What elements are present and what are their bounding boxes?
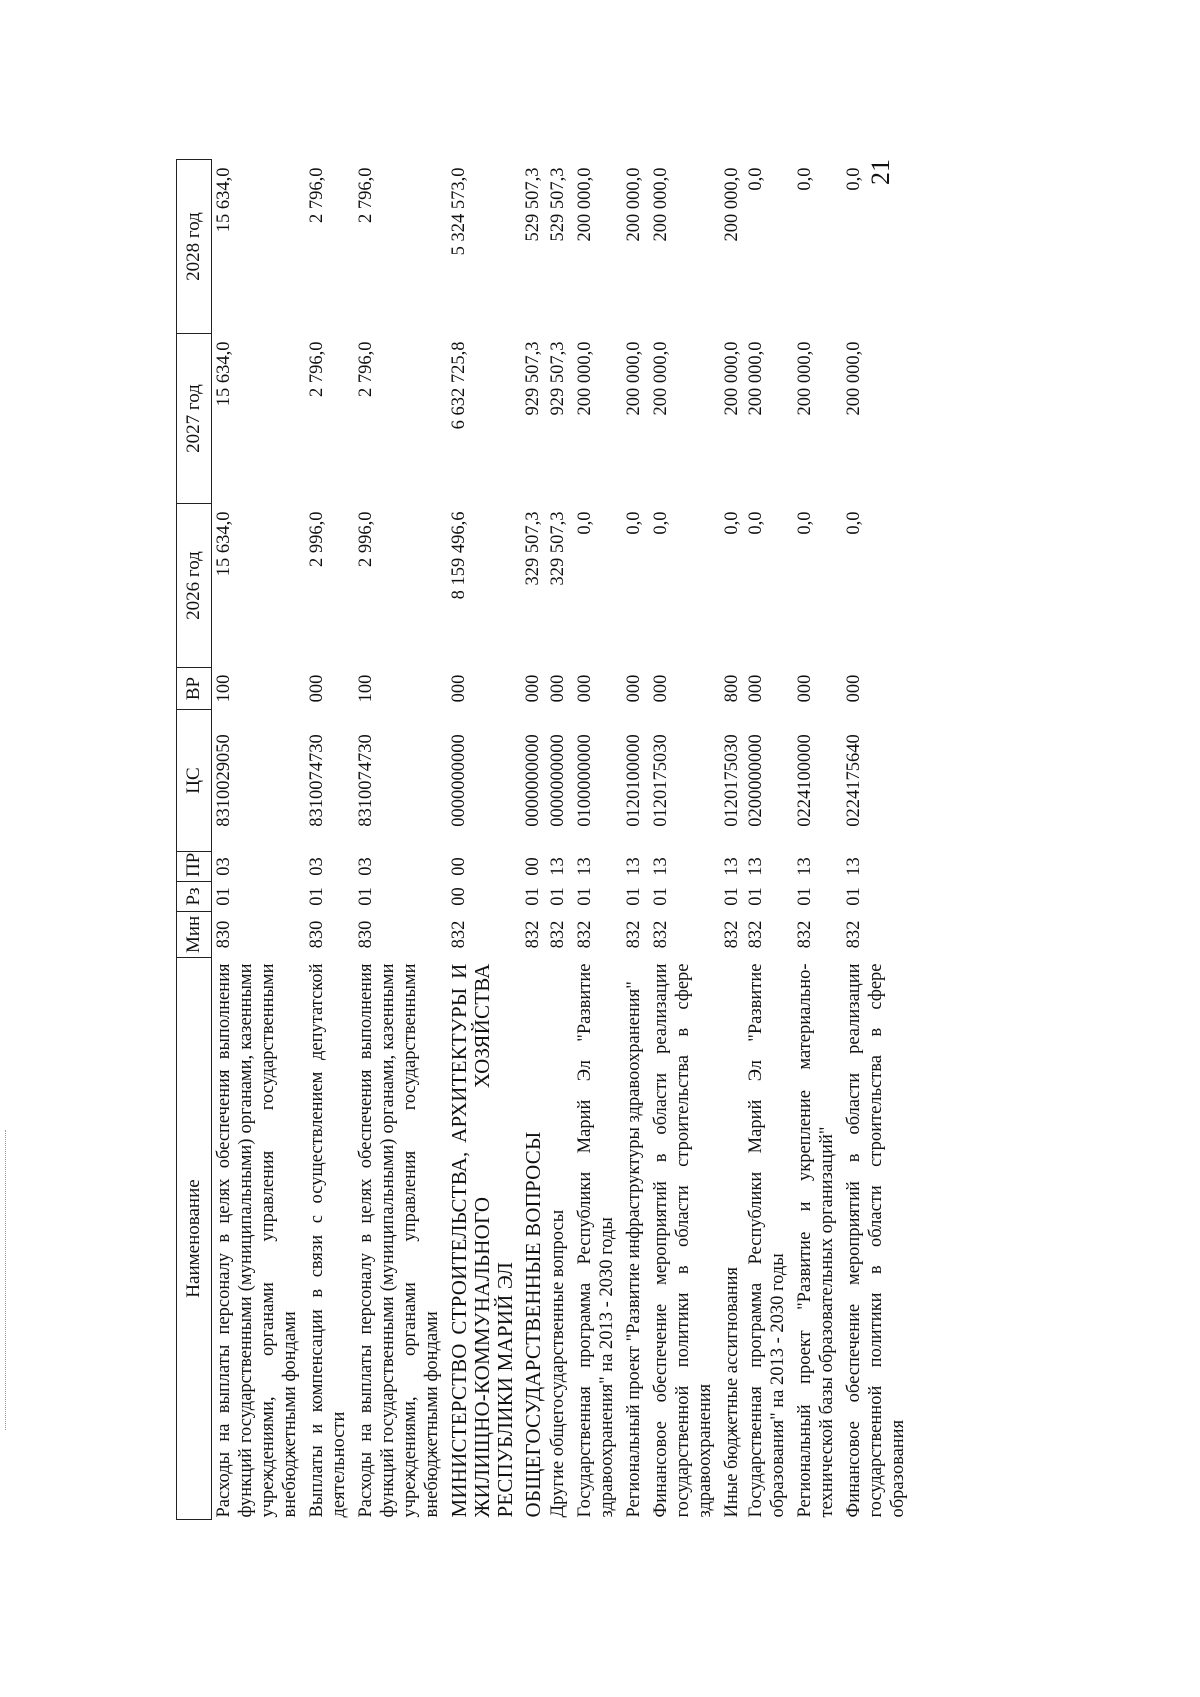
table-cell-pr: 13 (575, 857, 595, 876)
table-cell-vr: 000 (548, 674, 568, 703)
table-cell-rz: 01 (575, 887, 595, 906)
table-cell-2026: 0,0 (575, 511, 595, 535)
table-cell-min: 832 (651, 920, 671, 949)
table-cell-cs: 0200000000 (746, 734, 766, 827)
table-cell-rz: 01 (214, 887, 234, 906)
table-cell-2028: 2 796,0 (356, 167, 376, 223)
table-cell-vr: 000 (651, 674, 671, 703)
col-header-2026: 2026 год (177, 504, 212, 668)
table-cell-vr: 000 (307, 674, 327, 703)
table-cell-min: 832 (523, 920, 543, 949)
table-row (518, 160, 546, 1520)
table-cell-min: 830 (356, 920, 376, 949)
table-cell-min: 832 (575, 920, 595, 949)
table-cell-rz: 01 (746, 887, 766, 906)
table-cell-2028: 15 634,0 (214, 167, 234, 233)
table-cell-2026: 2 996,0 (356, 511, 376, 567)
table-cell-2027: 200 000,0 (844, 341, 864, 416)
table-cell-vr: 100 (356, 674, 376, 703)
scan-artifact-line (5, 1130, 6, 1430)
table-row (302, 160, 351, 1520)
table-cell-pr: 00 (449, 857, 469, 876)
table-cell-2028: 0,0 (746, 167, 766, 191)
table-cell-2026: 8 159 496,6 (449, 511, 469, 600)
table-cell-name: Государственная программа Республики Марий Эл "Развитие образования" на 2013 - 2030 годы (746, 963, 788, 1518)
table-cell-cs: 8310074730 (307, 734, 327, 827)
table-cell-2027: 6 632 725,8 (449, 341, 469, 430)
table-cell-cs: 0100000000 (575, 734, 595, 827)
table-cell-2027: 929 507,3 (523, 341, 543, 416)
table-cell-2027: 2 796,0 (307, 341, 327, 397)
table-cell-2027: 200 000,0 (746, 341, 766, 416)
table-cell-vr: 000 (746, 674, 766, 703)
table-cell-vr: 800 (722, 674, 742, 703)
table-body (212, 160, 911, 1520)
table-cell-name: Государственная программа Республики Марий Эл "Развитие здравоохранения" на 2013 - 2030 годы (575, 963, 617, 1518)
table-cell-2028: 200 000,0 (651, 167, 671, 242)
table-cell-vr: 000 (624, 674, 644, 703)
table-cell-2026: 0,0 (651, 511, 671, 535)
table-cell-rz: 01 (624, 887, 644, 906)
table-row (212, 160, 303, 1520)
col-header-2027: 2027 год (177, 334, 212, 504)
table-cell-2028: 0,0 (844, 167, 864, 191)
col-header-pr: ПР (177, 852, 212, 882)
table-cell-2026: 0,0 (746, 511, 766, 535)
table-cell-rz: 01 (722, 887, 742, 906)
table-cell-vr: 000 (523, 674, 543, 703)
table-cell-min: 832 (746, 920, 766, 949)
table-cell-2028: 2 796,0 (307, 167, 327, 223)
budget-table (176, 159, 910, 1520)
table-cell-2028: 0,0 (795, 167, 815, 191)
table-cell-name: Выплаты и компенсации в связи с осуществлением депутатской деятельности (307, 963, 349, 1518)
table-cell-2027: 200 000,0 (624, 341, 644, 416)
page-number: 21 (866, 159, 895, 185)
table-row (619, 160, 646, 1520)
table-cell-2028: 200 000,0 (624, 167, 644, 242)
table-row (351, 160, 444, 1520)
col-header-min: Мин (177, 912, 212, 958)
table-cell-2027: 200 000,0 (795, 341, 815, 416)
table-cell-pr: 13 (746, 857, 766, 876)
table-row (839, 160, 910, 1520)
table-cell-cs: 0224175640 (844, 734, 864, 827)
table-cell-min: 832 (624, 920, 644, 949)
table-cell-vr: 100 (214, 674, 234, 703)
table-cell-cs: 0000000000 (548, 734, 568, 827)
table-cell-rz: 01 (307, 887, 327, 906)
table-cell-pr: 03 (356, 857, 376, 876)
table-cell-rz: 00 (449, 887, 469, 906)
table-cell-2027: 15 634,0 (214, 341, 234, 407)
table-cell-cs: 0224100000 (795, 734, 815, 827)
table-cell-name: ОБЩЕГОСУДАРСТВЕННЫЕ ВОПРОСЫ (521, 1131, 545, 1518)
table-cell-rz: 01 (651, 887, 671, 906)
table-cell-pr: 03 (214, 857, 234, 876)
table-row (717, 160, 744, 1520)
table-cell-name: МИНИСТЕРСТВО СТРОИТЕЛЬСТВА, АРХИТЕКТУРЫ И ЖИЛИЩНО-КОММУНАЛЬНОГО ХОЗЯЙСТВА РЕСПУБЛИКИ МАРИЙ ЭЛ (447, 963, 517, 1518)
table-cell-pr: 13 (624, 857, 644, 876)
table-cell-2028: 529 507,3 (523, 167, 543, 242)
table-row (744, 160, 790, 1520)
table-cell-pr: 13 (722, 857, 742, 876)
table-cell-name: Финансовое обеспечение мероприятий в области реализации государственной политики в области строительства в сфере образования (844, 963, 908, 1518)
table-cell-2026: 2 996,0 (307, 511, 327, 567)
table-cell-2026: 0,0 (844, 511, 864, 535)
table-cell-cs: 0120100000 (624, 734, 644, 827)
table-header-row (177, 160, 212, 1520)
col-header-vr: ВР (177, 668, 212, 710)
table-cell-name: Региональный проект "Развитие инфраструктуры здравоохранения" (624, 981, 644, 1518)
table-cell-cs: 8310074730 (356, 734, 376, 827)
table-cell-2028: 5 324 573,0 (449, 167, 469, 256)
rotated-table-sheet (176, 160, 1058, 1520)
table-cell-min: 832 (449, 920, 469, 949)
table-cell-min: 832 (844, 920, 864, 949)
table-cell-2028: 200 000,0 (722, 167, 742, 242)
table-cell-rz: 01 (356, 887, 376, 906)
table-cell-pr: 13 (651, 857, 671, 876)
table-cell-min: 832 (795, 920, 815, 949)
col-header-rz: Рз (177, 882, 212, 912)
table-cell-min: 832 (548, 920, 568, 949)
table-row (570, 160, 619, 1520)
col-header-cs: ЦС (177, 710, 212, 852)
table-cell-pr: 13 (844, 857, 864, 876)
table-cell-pr: 13 (795, 857, 815, 876)
table-cell-cs: 0000000000 (523, 734, 543, 827)
table-cell-cs: 8310029050 (214, 734, 234, 827)
table-cell-rz: 01 (795, 887, 815, 906)
table-cell-2026: 0,0 (624, 511, 644, 535)
table-cell-2028: 529 507,3 (548, 167, 568, 242)
table-cell-2028: 200 000,0 (575, 167, 595, 242)
table-cell-name: Региональный проект "Развитие и укрепление материально-технической базы образовательных организаций" (795, 963, 837, 1518)
table-cell-pr: 03 (307, 857, 327, 876)
table-row (790, 160, 839, 1520)
table-cell-rz: 01 (844, 887, 864, 906)
table-cell-min: 830 (214, 920, 234, 949)
table-row (546, 160, 570, 1520)
table-cell-2026: 329 507,3 (548, 511, 568, 586)
table-cell-cs: 0120175030 (651, 734, 671, 827)
table-cell-name: Расходы на выплаты персоналу в целях обеспечения выполнения функций государственными (муниципальными) органами, казенными учреждениями, органами управления государственными внебюджетными фондами (214, 963, 300, 1518)
table-cell-pr: 13 (548, 857, 568, 876)
table-cell-2026: 329 507,3 (523, 511, 543, 586)
col-header-name: Наименование (177, 958, 212, 1520)
table-cell-vr: 000 (844, 674, 864, 703)
table-cell-2027: 200 000,0 (651, 341, 671, 416)
table-cell-name: Расходы на выплаты персоналу в целях обеспечения выполнения функций государственными (муниципальными) органами, казенными учреждениями, органами управления государственными внебюджетными фондами (356, 963, 442, 1518)
table-cell-2027: 929 507,3 (548, 341, 568, 416)
table-cell-2027: 200 000,0 (575, 341, 595, 416)
col-header-2028: 2028 год (177, 160, 212, 334)
table-cell-name: Другие общегосударственные вопросы (548, 1209, 568, 1518)
table-cell-min: 830 (307, 920, 327, 949)
table-cell-vr: 000 (575, 674, 595, 703)
table-cell-2026: 0,0 (722, 511, 742, 535)
table-cell-2027: 200 000,0 (722, 341, 742, 416)
table-cell-name: Иные бюджетные ассигнования (722, 1266, 742, 1518)
table-cell-min: 832 (722, 920, 742, 949)
table-row (444, 160, 518, 1520)
table-cell-2026: 0,0 (795, 511, 815, 535)
table-cell-name: Финансовое обеспечение мероприятий в области реализации государственной политики в области строительства в сфере здравоохранения (651, 963, 715, 1518)
table-cell-pr: 00 (523, 857, 543, 876)
table-cell-rz: 01 (523, 887, 543, 906)
table-cell-2027: 2 796,0 (356, 341, 376, 397)
table-row (646, 160, 717, 1520)
table-cell-2026: 15 634,0 (214, 511, 234, 577)
table-cell-cs: 0120175030 (722, 734, 742, 827)
table-cell-cs: 0000000000 (449, 734, 469, 827)
table-cell-vr: 000 (795, 674, 815, 703)
table-cell-vr: 000 (449, 674, 469, 703)
table-cell-rz: 01 (548, 887, 568, 906)
